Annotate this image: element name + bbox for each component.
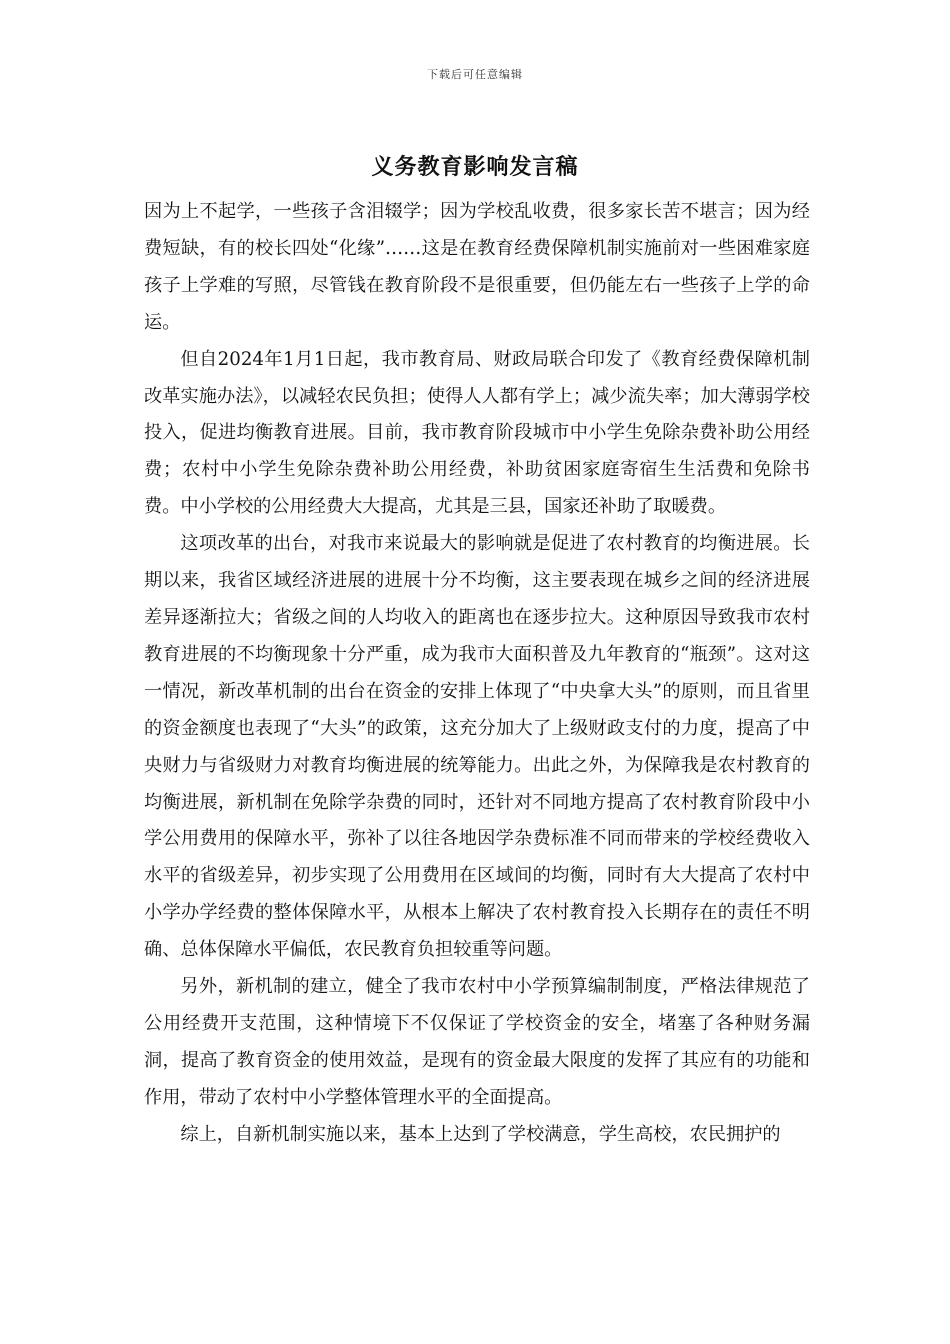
document-body bbox=[144, 194, 810, 1154]
paragraph-3: 这项改革的出台，对我市来说最大的影响就是促进了农村教育的均衡进展。长期以来，我省区域经济进展的进展十分不均衡，这主要表现在城乡之间的经济进展差异逐渐拉大；省级之间的人均收入的距离也在逐步拉大。这种原因导致我市农村教育进展的不均衡现象十分严重，成为我市大面积普及九年教育的“瓶颈”。这对这一情况，新改革机制的出台在资金的安排上体现了“中央拿大头”的原则，而且省里的资金额度也表现了“大头”的政策，这充分加大了上级财政支付的力度，提高了中央财力与省级财力对教育均衡进展的统筹能力。出此之外，为保障我是农村教育的均衡进展，新机制在免除学杂费的同时，还针对不同地方提高了农村教育阶段中小学公用费用的保障水平，弥补了以往各地因学杂费标准不同而带来的学校经费收入水平的省级差异，初步实现了公用费用在区域间的均衡，同时有大大提高了农村中小学办学经费的整体保障水平，从根本上解决了农村教育投入长期存在的责任不明确、总体保障水平偏低，农民教育负担较重等问题。 bbox=[144, 533, 810, 961]
paragraph-2: 但自2024年1月1日起，我市教育局、财政局联合印发了《教育经费保障机制改革实施办法》，以减轻农民负担；使得人人都有学上；减少流失率；加大薄弱学校投入，促进均衡教育进展。目前，我市教育阶段城市中小学生免除杂费补助公用经费；农村中小学生免除杂费补助公用经费，补助贫困家庭寄宿生生活费和免除书费。中小学校的公用经费大大提高，尤其是三县，国家还补助了取暖费。 bbox=[144, 348, 810, 518]
paragraph-4: 另外，新机制的建立，健全了我市农村中小学预算编制制度，严格法律规范了公用经费开支范围，这种情境下不仅保证了学校资金的安全，堵塞了各种财务漏洞，提高了教育资金的使用效益，是现有的资金最大限度的发挥了其应有的功能和作用，带动了农村中小学整体管理水平的全面提高。 bbox=[144, 976, 810, 1108]
paragraph-5: 综上，自新机制实施以来，基本上达到了学校满意，学生高校，农民拥护的 bbox=[180, 1123, 781, 1145]
header-note: 下载后可任意编辑 bbox=[427, 68, 523, 81]
paragraph-1: 因为上不起学，一些孩子含泪辍学；因为学校乱收费，很多家长苦不堪言；因为经费短缺，有的校长四处“化缘”……这是在教育经费保障机制实施前对一些困难家庭孩子上学难的写照，尽管钱在教育阶段不是很重要，但仍能左右一些孩子上学的命运。 bbox=[144, 201, 810, 333]
document-title: 义务教育影响发言稿 bbox=[371, 154, 579, 180]
